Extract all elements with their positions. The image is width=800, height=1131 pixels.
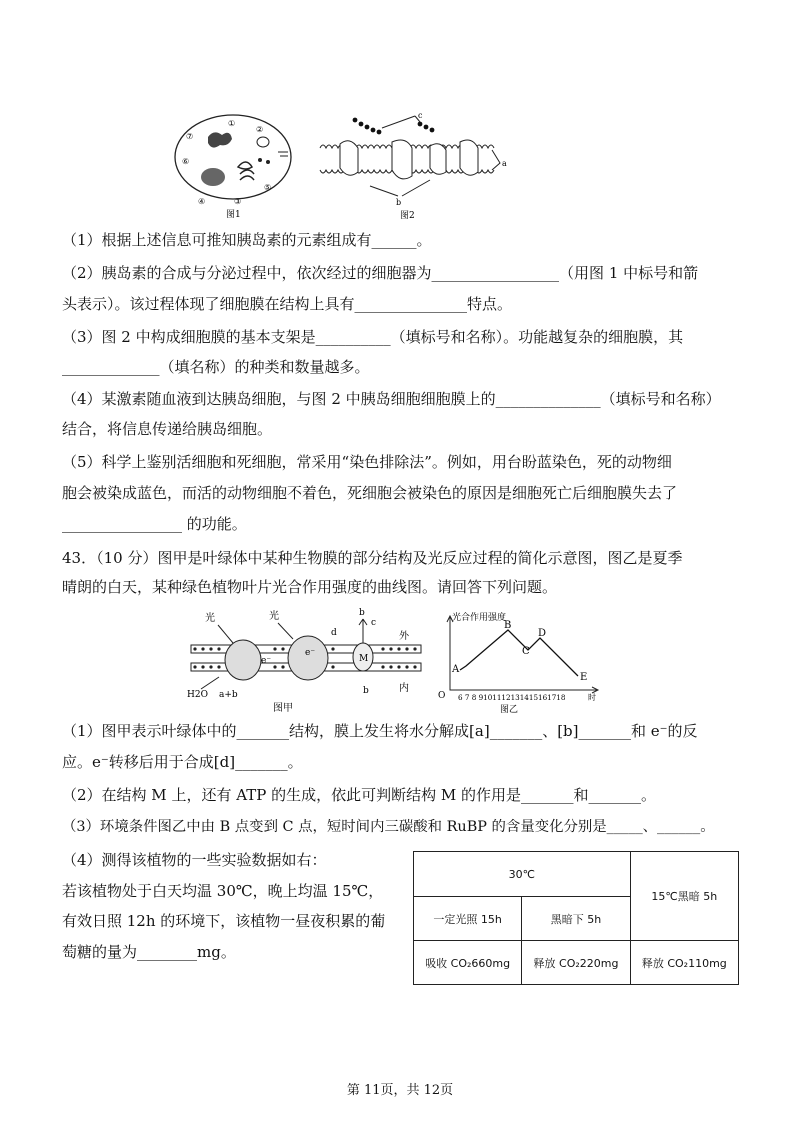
figure-2-caption: 图2 xyxy=(400,211,415,221)
q42-4a: （4）某激素随血液到达胰岛细胞，与图 2 中胰岛细胞细胞膜上的______________（填标号和名称） xyxy=(62,390,721,408)
table-header-30c: 30℃ xyxy=(414,852,631,897)
svg-text:时: 时 xyxy=(588,693,596,702)
svg-text:c: c xyxy=(418,111,423,120)
svg-text:光: 光 xyxy=(269,611,279,622)
table-cell-release-30: 释放 CO₂220mg xyxy=(522,941,630,985)
svg-text:O: O xyxy=(438,691,446,701)
q43-4a: （4）测得该植物的一些实验数据如右： xyxy=(62,851,327,869)
table-cell-absorb: 吸收 CO₂660mg xyxy=(414,941,522,985)
svg-text:⑥: ⑥ xyxy=(182,157,190,166)
svg-text:②: ② xyxy=(256,125,264,134)
experiment-data-table xyxy=(413,851,739,985)
svg-text:外: 外 xyxy=(399,631,409,642)
yi-point-label: B xyxy=(504,620,512,631)
q43-4b: 若该植物处于白天均温 30℃，晚上均温 15℃， xyxy=(62,882,384,900)
q43-4d: 萄糖的量为________mg。 xyxy=(62,943,236,961)
figure-jia-caption: 图甲 xyxy=(273,703,293,714)
q42-5b: 胞会被染成蓝色，而活的动物细胞不着色，死细胞会被染色的原因是细胞死亡后细胞膜失去了 xyxy=(62,484,678,502)
svg-text:内: 内 xyxy=(399,683,409,694)
q43-4c: 有效日照 12h 的环境下，该植物一昼夜积累的葡 xyxy=(62,912,386,930)
svg-text:e⁻: e⁻ xyxy=(261,656,272,666)
svg-text:c: c xyxy=(371,618,377,628)
q43-intro-b: 晴朗的白天，某种绿色植物叶片光合作用强度的曲线图。请回答下列问题。 xyxy=(62,578,558,596)
yi-point-label: C xyxy=(522,646,530,657)
figure-1-cell-diagram xyxy=(168,112,308,222)
yi-curve-line xyxy=(460,630,578,676)
q42-5c: ________________ 的功能。 xyxy=(62,515,247,533)
q42-5a: （5）科学上鉴别活细胞和死细胞，常采用“染色排除法”。例如，用台盼蓝染色，死的动物细 xyxy=(62,453,672,471)
svg-text:④: ④ xyxy=(198,197,206,206)
table-header-15c-dark: 15℃黑暗 5h xyxy=(630,852,738,941)
yi-point-label: E xyxy=(580,672,588,683)
svg-text:光: 光 xyxy=(205,613,215,624)
yi-point-label: A xyxy=(452,664,460,675)
q43-3: （3）环境条件图乙中由 B 点变到 C 点，短时间内三碳酸和 RuBP 的含量变化分别是_____、______。 xyxy=(62,819,715,835)
q42-3a: （3）图 2 中构成细胞膜的基本支架是__________（填标号和名称）。功能越复杂的细胞膜，其 xyxy=(62,328,684,346)
svg-text:①: ① xyxy=(228,119,236,128)
figure-yi-curve xyxy=(430,608,605,716)
table-cell-release-15: 释放 CO₂110mg xyxy=(630,941,738,985)
q43-2: （2）在结构 M 上，还有 ATP 的生成，依此可判断结构 M 的作用是_______和_______。 xyxy=(62,786,656,804)
q42-2a: （2）胰岛素的合成与分泌过程中，依次经过的细胞器为_________________（用图 1 中标号和箭 xyxy=(62,264,699,282)
svg-text:e⁻: e⁻ xyxy=(305,648,316,658)
svg-text:③: ③ xyxy=(234,197,242,206)
svg-text:a: a xyxy=(502,159,507,168)
q43-1a: （1）图甲表示叶绿体中的_______结构，膜上发生将水分解成[a]_______、[b]_______和 e⁻的反 xyxy=(62,722,698,740)
svg-text:b: b xyxy=(396,198,402,207)
q42-2b: 头表示）。该过程体现了细胞膜在结构上具有_______________特点。 xyxy=(62,295,513,313)
svg-text:⑦: ⑦ xyxy=(186,132,194,141)
figure-yi-caption: 图乙 xyxy=(500,705,519,715)
svg-text:b: b xyxy=(359,608,365,618)
q42-3b: _____________（填名称）的种类和数量越多。 xyxy=(62,358,370,376)
yi-point-label: D xyxy=(538,628,547,639)
figure-1-caption: 图1 xyxy=(226,210,241,220)
svg-text:⑤: ⑤ xyxy=(264,183,272,192)
svg-text:b: b xyxy=(363,686,369,696)
q42-4b: 结合，将信息传递给胰岛细胞。 xyxy=(62,420,273,438)
svg-text:6 7 8 9101112131415161718: 6 7 8 9101112131415161718 xyxy=(458,693,566,702)
page-footer: 第 11页，共 12页 xyxy=(346,1083,454,1098)
table-cell-dark: 黑暗下 5h xyxy=(522,897,630,941)
svg-text:d: d xyxy=(331,628,337,638)
svg-text:H2O: H2O xyxy=(187,690,208,700)
figure-jia-thylakoid xyxy=(183,605,423,715)
q42-1: （1）根据上述信息可推知胰岛素的元素组成有______。 xyxy=(62,231,432,249)
q43-intro-a: 43．（10 分）图甲是叶绿体中某种生物膜的部分结构及光反应过程的简化示意图，图乙是夏季 xyxy=(62,549,683,567)
svg-text:光合作用强度: 光合作用强度 xyxy=(452,613,507,623)
svg-text:a+b: a+b xyxy=(219,690,238,700)
table-cell-light: 一定光照 15h xyxy=(414,897,522,941)
q43-1b: 应。e⁻转移后用于合成[d]_______。 xyxy=(62,753,303,771)
figure-2-membrane-diagram xyxy=(310,108,520,223)
svg-text:M: M xyxy=(359,654,369,664)
